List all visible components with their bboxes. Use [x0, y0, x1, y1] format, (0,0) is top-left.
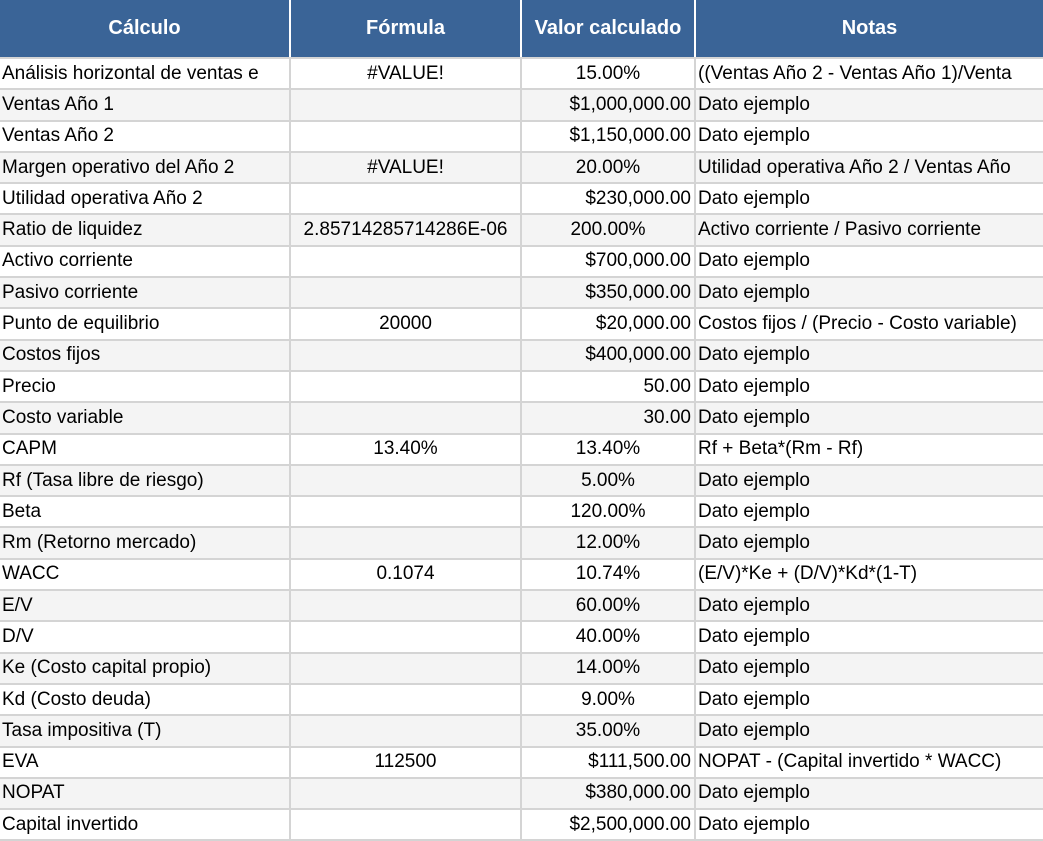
cell-calculo[interactable]: Ratio de liquidez	[0, 214, 290, 245]
cell-valor-calculado[interactable]: $350,000.00	[521, 277, 695, 308]
table-row	[0, 58, 1043, 89]
cell-calculo[interactable]: Activo corriente	[0, 246, 290, 277]
table-row	[0, 402, 1043, 433]
cell-calculo[interactable]: Rf (Tasa libre de riesgo)	[0, 465, 290, 496]
cell-formula[interactable]	[290, 246, 521, 277]
cell-calculo[interactable]: Capital invertido	[0, 809, 290, 840]
cell-formula[interactable]	[290, 89, 521, 120]
cell-valor-calculado[interactable]: 200.00%	[521, 214, 695, 245]
table-row	[0, 465, 1043, 496]
cell-formula[interactable]: #VALUE!	[290, 58, 521, 89]
cell-valor-calculado[interactable]: 30.00	[521, 402, 695, 433]
cell-formula[interactable]	[290, 402, 521, 433]
cell-notas[interactable]: Dato ejemplo	[695, 121, 1043, 152]
cell-valor-calculado[interactable]: 35.00%	[521, 715, 695, 746]
cell-valor-calculado[interactable]: 5.00%	[521, 465, 695, 496]
cell-notas[interactable]: Dato ejemplo	[695, 371, 1043, 402]
table-row	[0, 121, 1043, 152]
table-row	[0, 340, 1043, 371]
table-row	[0, 653, 1043, 684]
cell-valor-calculado[interactable]: $230,000.00	[521, 183, 695, 214]
cell-formula[interactable]	[290, 465, 521, 496]
cell-formula[interactable]	[290, 496, 521, 527]
cell-calculo[interactable]: Tasa impositiva (T)	[0, 715, 290, 746]
table-row	[0, 747, 1043, 778]
cell-notas[interactable]: Dato ejemplo	[695, 246, 1043, 277]
cell-valor-calculado[interactable]: 20.00%	[521, 152, 695, 183]
cell-notas[interactable]: Dato ejemplo	[695, 465, 1043, 496]
table-row	[0, 621, 1043, 652]
header-calculo[interactable]: Cálculo	[0, 0, 290, 58]
cell-formula[interactable]	[290, 371, 521, 402]
cell-formula[interactable]	[290, 778, 521, 809]
table-row	[0, 89, 1043, 120]
table-row	[0, 590, 1043, 621]
table-row	[0, 809, 1043, 840]
cell-notas[interactable]: Activo corriente / Pasivo corriente	[695, 214, 1043, 245]
cell-calculo[interactable]: Costo variable	[0, 402, 290, 433]
table-row	[0, 527, 1043, 558]
cell-calculo[interactable]: Rm (Retorno mercado)	[0, 527, 290, 558]
cell-formula[interactable]	[290, 590, 521, 621]
cell-formula[interactable]	[290, 653, 521, 684]
cell-notas[interactable]: Dato ejemplo	[695, 684, 1043, 715]
cell-valor-calculado[interactable]: 14.00%	[521, 653, 695, 684]
table-row	[0, 277, 1043, 308]
cell-calculo[interactable]: Ke (Costo capital propio)	[0, 653, 290, 684]
cell-formula[interactable]	[290, 183, 521, 214]
table-row	[0, 559, 1043, 590]
cell-valor-calculado[interactable]: 12.00%	[521, 527, 695, 558]
table-row	[0, 214, 1043, 245]
cell-calculo[interactable]: CAPM	[0, 434, 290, 465]
table-row	[0, 778, 1043, 809]
cell-formula[interactable]: #VALUE!	[290, 152, 521, 183]
cell-valor-calculado[interactable]: $111,500.00	[521, 747, 695, 778]
cell-calculo[interactable]: EVA	[0, 747, 290, 778]
table-row	[0, 371, 1043, 402]
cell-notas[interactable]: Dato ejemplo	[695, 527, 1043, 558]
cell-notas[interactable]: Dato ejemplo	[695, 89, 1043, 120]
cell-calculo[interactable]: Precio	[0, 371, 290, 402]
table-row	[0, 684, 1043, 715]
cell-formula[interactable]	[290, 715, 521, 746]
header-valor-calculado[interactable]: Valor calculado	[521, 0, 695, 58]
cell-valor-calculado[interactable]: 40.00%	[521, 621, 695, 652]
cell-calculo[interactable]: E/V	[0, 590, 290, 621]
cell-notas[interactable]: Dato ejemplo	[695, 402, 1043, 433]
cell-calculo[interactable]: Kd (Costo deuda)	[0, 684, 290, 715]
table-row	[0, 246, 1043, 277]
cell-formula[interactable]	[290, 527, 521, 558]
cell-calculo[interactable]: D/V	[0, 621, 290, 652]
cell-notas[interactable]: Dato ejemplo	[695, 183, 1043, 214]
cell-calculo[interactable]: Utilidad operativa Año 2	[0, 183, 290, 214]
cell-calculo[interactable]: Beta	[0, 496, 290, 527]
cell-notas[interactable]: Dato ejemplo	[695, 809, 1043, 840]
cell-notas[interactable]: Utilidad operativa Año 2 / Ventas Año	[695, 152, 1043, 183]
cell-formula[interactable]	[290, 621, 521, 652]
header-notas[interactable]: Notas	[695, 0, 1043, 58]
cell-calculo[interactable]: Ventas Año 1	[0, 89, 290, 120]
cell-notas[interactable]: Costos fijos / (Precio - Costo variable)	[695, 308, 1043, 339]
table-row	[0, 183, 1043, 214]
cell-valor-calculado[interactable]: 9.00%	[521, 684, 695, 715]
header-row	[0, 0, 1043, 58]
cell-valor-calculado[interactable]: $1,150,000.00	[521, 121, 695, 152]
table-row	[0, 496, 1043, 527]
cell-notas[interactable]: NOPAT - (Capital invertido * WACC)	[695, 747, 1043, 778]
cell-notas[interactable]: (E/V)*Ke + (D/V)*Kd*(1-T)	[695, 559, 1043, 590]
cell-notas[interactable]: Dato ejemplo	[695, 778, 1043, 809]
cell-valor-calculado[interactable]: 13.40%	[521, 434, 695, 465]
header-formula[interactable]: Fórmula	[290, 0, 521, 58]
cell-calculo[interactable]: Pasivo corriente	[0, 277, 290, 308]
cell-valor-calculado[interactable]: 15.00%	[521, 58, 695, 89]
cell-notas[interactable]: Dato ejemplo	[695, 340, 1043, 371]
cell-valor-calculado[interactable]: 120.00%	[521, 496, 695, 527]
cell-valor-calculado[interactable]: $400,000.00	[521, 340, 695, 371]
cell-formula[interactable]: 112500	[290, 747, 521, 778]
cell-notas[interactable]: ((Ventas Año 2 - Ventas Año 1)/Venta	[695, 58, 1043, 89]
cell-notas[interactable]: Rf + Beta*(Rm - Rf)	[695, 434, 1043, 465]
cell-formula[interactable]	[290, 809, 521, 840]
cell-calculo[interactable]: Análisis horizontal de ventas e	[0, 58, 290, 89]
table-row	[0, 715, 1043, 746]
cell-valor-calculado[interactable]: 10.74%	[521, 559, 695, 590]
table-row	[0, 434, 1043, 465]
cell-valor-calculado[interactable]: $2,500,000.00	[521, 809, 695, 840]
cell-notas[interactable]: Dato ejemplo	[695, 496, 1043, 527]
cell-valor-calculado[interactable]: $1,000,000.00	[521, 89, 695, 120]
cell-calculo[interactable]: Margen operativo del Año 2	[0, 152, 290, 183]
table-row	[0, 152, 1043, 183]
cell-notas[interactable]: Dato ejemplo	[695, 715, 1043, 746]
cell-notas[interactable]: Dato ejemplo	[695, 590, 1043, 621]
cell-notas[interactable]: Dato ejemplo	[695, 621, 1043, 652]
cell-calculo[interactable]: Punto de equilibrio	[0, 308, 290, 339]
cell-calculo[interactable]: NOPAT	[0, 778, 290, 809]
cell-formula[interactable]: 13.40%	[290, 434, 521, 465]
cell-formula[interactable]	[290, 121, 521, 152]
cell-formula[interactable]	[290, 340, 521, 371]
cell-calculo[interactable]: Ventas Año 2	[0, 121, 290, 152]
cell-calculo[interactable]: WACC	[0, 559, 290, 590]
cell-valor-calculado[interactable]: 50.00	[521, 371, 695, 402]
cell-formula[interactable]: 20000	[290, 308, 521, 339]
cell-formula[interactable]: 2.85714285714286E-06	[290, 214, 521, 245]
cell-notas[interactable]: Dato ejemplo	[695, 277, 1043, 308]
cell-calculo[interactable]: Costos fijos	[0, 340, 290, 371]
cell-valor-calculado[interactable]: $20,000.00	[521, 308, 695, 339]
cell-valor-calculado[interactable]: $380,000.00	[521, 778, 695, 809]
cell-notas[interactable]: Dato ejemplo	[695, 653, 1043, 684]
cell-formula[interactable]	[290, 684, 521, 715]
cell-valor-calculado[interactable]: $700,000.00	[521, 246, 695, 277]
cell-formula[interactable]: 0.1074	[290, 559, 521, 590]
cell-formula[interactable]	[290, 277, 521, 308]
table-row	[0, 308, 1043, 339]
cell-valor-calculado[interactable]: 60.00%	[521, 590, 695, 621]
